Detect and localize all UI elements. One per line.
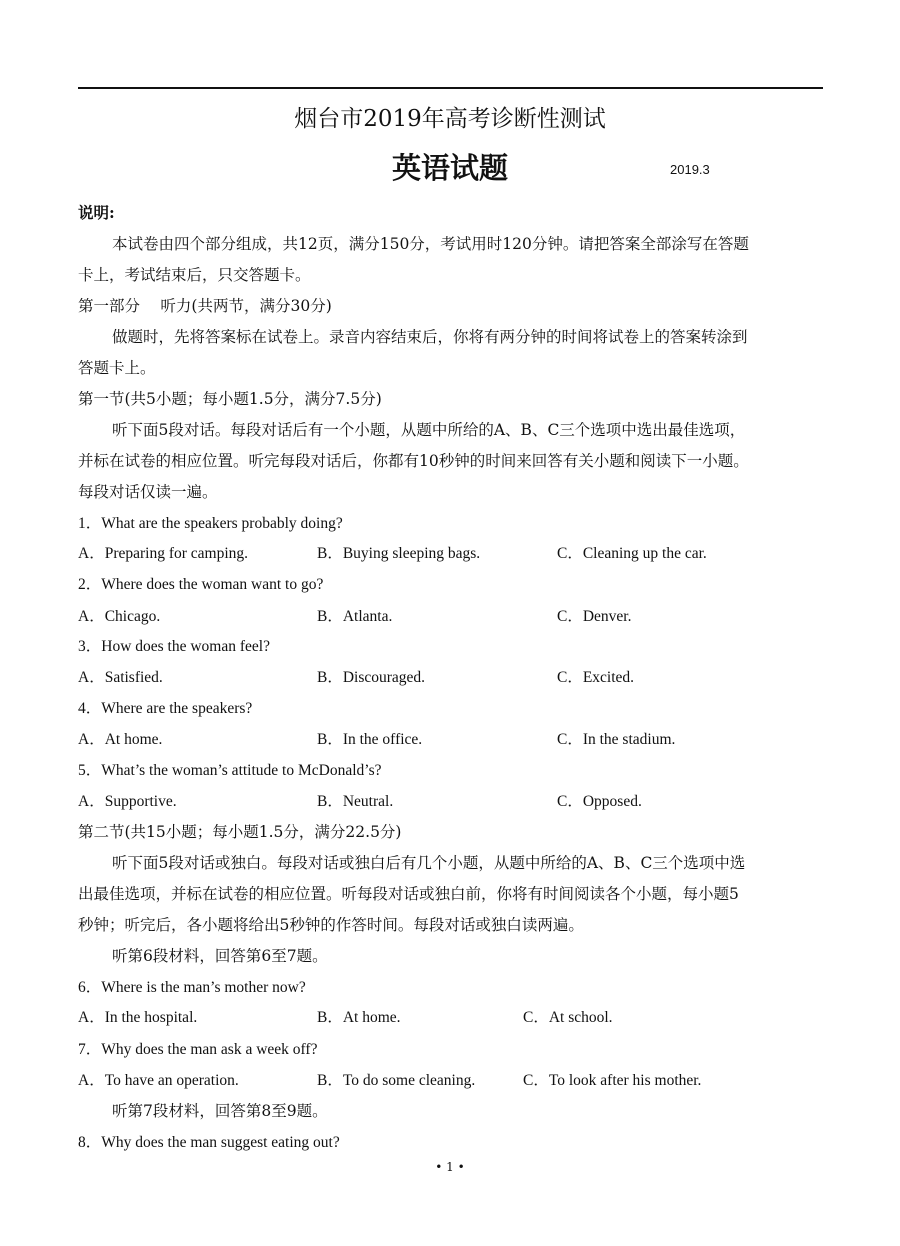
question: 4．Where are the speakers?	[78, 700, 253, 717]
option-a: A．At home.	[78, 731, 163, 748]
option-c: C．To look after his mother.	[523, 1072, 702, 1089]
option-c: C．Excited.	[557, 669, 635, 686]
exam-title: 烟台市2019年高考诊断性测试	[294, 106, 606, 132]
page-number: • 1 •	[435, 1160, 465, 1174]
option-c: C．Opposed.	[557, 793, 642, 810]
option-b: B．Neutral.	[317, 793, 394, 810]
option-b: B．At home.	[317, 1009, 401, 1026]
option-b: B．Buying sleeping bags.	[317, 545, 481, 562]
option-b: B．Atlanta.	[317, 608, 393, 625]
section2-instr-1: 听下面5段对话或独白。每段对话或独白后有几个小题，从题中所给的A、B、C三个选项中选	[112, 854, 746, 872]
exam-date: 2019.3	[670, 162, 710, 177]
intro-text-2: 卡上，考试结束后，只交答题卡。	[78, 266, 311, 284]
option-a: A．To have an operation.	[78, 1072, 239, 1089]
question: 5．What’s the woman’s attitude to McDonald’s?	[78, 762, 382, 779]
section2-heading: 第二节(共15小题；每小题1.5分，满分22.5分)	[78, 823, 402, 841]
section1-instr-3: 每段对话仅读一遍。	[78, 483, 218, 501]
option-b: B．To do some cleaning.	[317, 1072, 476, 1089]
option-c: C．At school.	[523, 1009, 613, 1026]
section1-instr-2: 并标在试卷的相应位置。听完每段对话后，你都有10秒钟的时间来回答有关小题和阅读下一小题。	[78, 452, 749, 470]
option-a: A．Satisfied.	[78, 669, 163, 686]
subject-title: 英语试题	[391, 151, 508, 185]
option-c: C．Cleaning up the car.	[557, 545, 707, 562]
option-a: A．Chicago.	[78, 608, 161, 625]
option-c: C．Denver.	[557, 608, 632, 625]
question: 6．Where is the man’s mother now?	[78, 979, 306, 996]
question: 1．What are the speakers probably doing?	[78, 515, 343, 532]
intro-label: 说明:	[78, 203, 115, 222]
material-6-label: 听第6段材料，回答第6至7题。	[112, 947, 328, 965]
question: 2．Where does the woman want to go?	[78, 576, 324, 593]
option-c: C．In the stadium.	[557, 731, 676, 748]
section2-instr-2: 出最佳选项，并标在试卷的相应位置。听每段对话或独白前，你将有时间阅读各个小题，每小题5	[78, 885, 739, 903]
intro-text-1: 本试卷由四个部分组成，共12页，满分150分，考试用时120分钟。请把答案全部涂写在答题	[112, 235, 749, 253]
part1-instr-2: 答题卡上。	[78, 359, 156, 377]
part1-heading: 第一部分 听力(共两节，满分30分)	[78, 297, 332, 315]
header-rule	[78, 87, 823, 89]
question: 7．Why does the man ask a week off?	[78, 1041, 318, 1058]
section1-instr-1: 听下面5段对话。每段对话后有一个小题，从题中所给的A、B、C三个选项中选出最佳选项，	[112, 421, 746, 439]
section1-heading: 第一节(共5小题；每小题1.5分，满分7.5分)	[78, 390, 382, 408]
option-a: A．Supportive.	[78, 793, 177, 810]
material-7-label: 听第7段材料，回答第8至9题。	[112, 1102, 328, 1120]
part1-instr-1: 做题时，先将答案标在试卷上。录音内容结束后，你将有两分钟的时间将试卷上的答案转涂到	[112, 328, 748, 346]
question: 8．Why does the man suggest eating out?	[78, 1134, 340, 1151]
option-b: B．In the office.	[317, 731, 423, 748]
section2-instr-3: 秒钟；听完后，各小题将给出5秒钟的作答时间。每段对话或独白读两遍。	[78, 916, 584, 934]
option-b: B．Discouraged.	[317, 669, 426, 686]
question: 3．How does the woman feel?	[78, 638, 270, 655]
option-a: A．In the hospital.	[78, 1009, 198, 1026]
option-a: A．Preparing for camping.	[78, 545, 249, 562]
